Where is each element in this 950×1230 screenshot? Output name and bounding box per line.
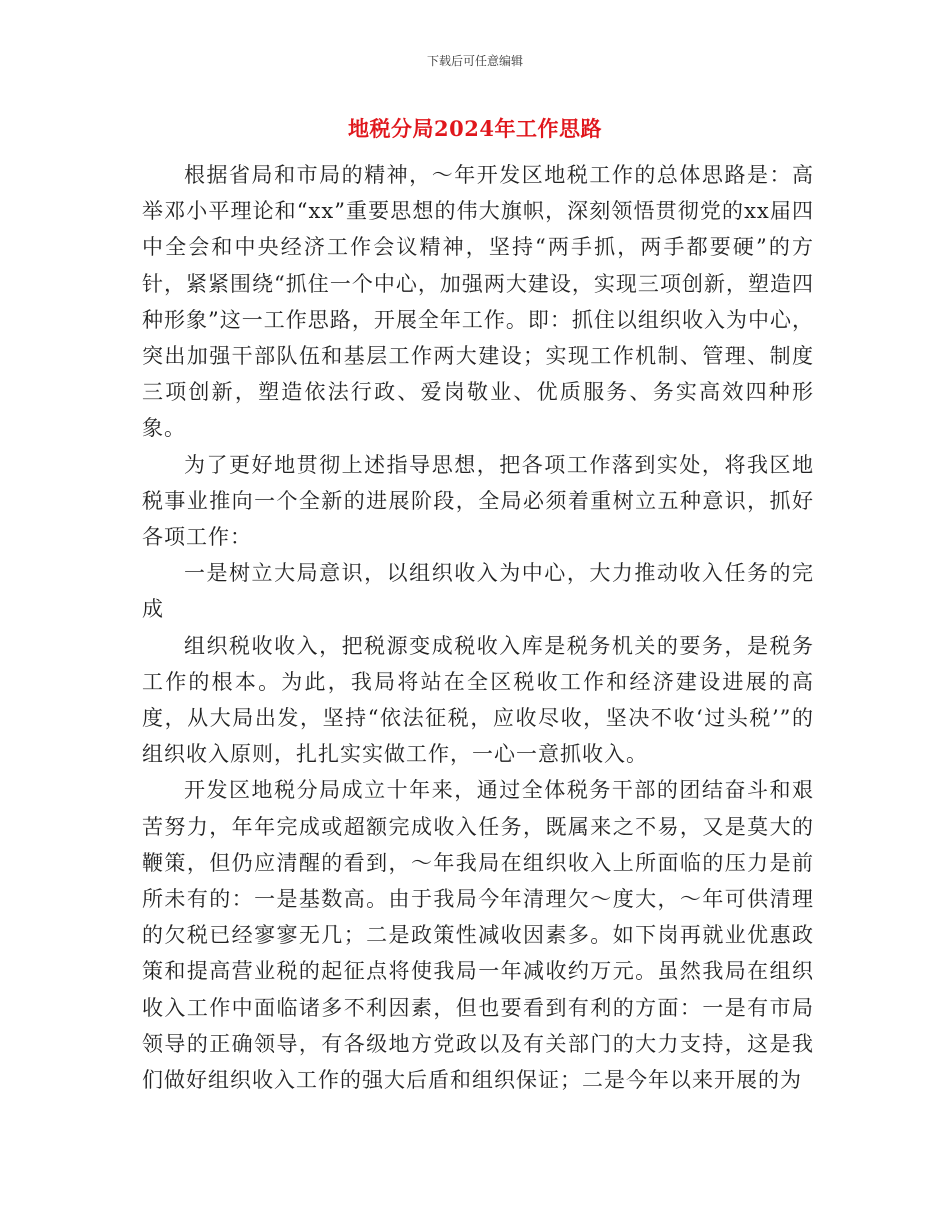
paragraph: 一是树立大局意识，以组织收入为中心，大力推动收入任务的完成 — [142, 561, 814, 622]
paragraph: 组织税收收入，把税源变成税收入库是税务机关的要务，是税务工作的根本。为此，我局将站在全区税收工作和经济建设进展的高度，从大局出发，坚持“依法征税，应收尽收，坚决不收‘过头税’”的组织收入原则，扎扎实实做工作，一心一意抓收入。 — [142, 633, 814, 767]
document-title: 地税分局2024年工作思路 — [348, 116, 602, 141]
page-header: 下载后可任意编辑 — [426, 54, 523, 68]
document-body — [142, 157, 814, 1098]
paragraph: 为了更好地贯彻上述指导思想，把各项工作落到实处，将我区地税事业推向一个全新的进展阶段，全局必须着重树立五种意识，抓好各项工作： — [142, 452, 814, 550]
paragraph: 开发区地税分局成立十年来，通过全体税务干部的团结奋斗和艰苦努力，年年完成或超额完成收入任务，既属来之不易，又是莫大的鞭策，但仍应清醒的看到，～年我局在组织收入上所面临的压力是前所未有的：一是基数高。由于我局今年清理欠～度大，～年可供清理的欠税已经寥寥无几；二是政策性减收因素多。如下岗再就业优惠政策和提高营业税的起征点将使我局一年减收约万元。虽然我局在组织收入工作中面临诸多不利因素，但也要看到有利的方面：一是有市局领导的正确领导，有各级地方党政以及有关部门的大力支持，这是我们做好组织收入工作的强大后盾和组织保证；二是今年以来开展的为 — [142, 778, 814, 1093]
paragraph: 根据省局和市局的精神，～年开发区地税工作的总体思路是：高举邓小平理论和“xx”重要思想的伟大旗帜，深刻领悟贯彻党的xx届四中全会和中央经济工作会议精神，坚持“两手抓，两手都要硬”的方针，紧紧围绕“抓住一个中心，加强两大建设，实现三项创新，塑造四种形象”这一工作思路，开展全年工作。即：抓住以组织收入为中心，突出加强干部队伍和基层工作两大建设；实现工作机制、管理、制度三项创新，塑造依法行政、爱岗敬业、优质服务、务实高效四种形象。 — [142, 163, 814, 441]
